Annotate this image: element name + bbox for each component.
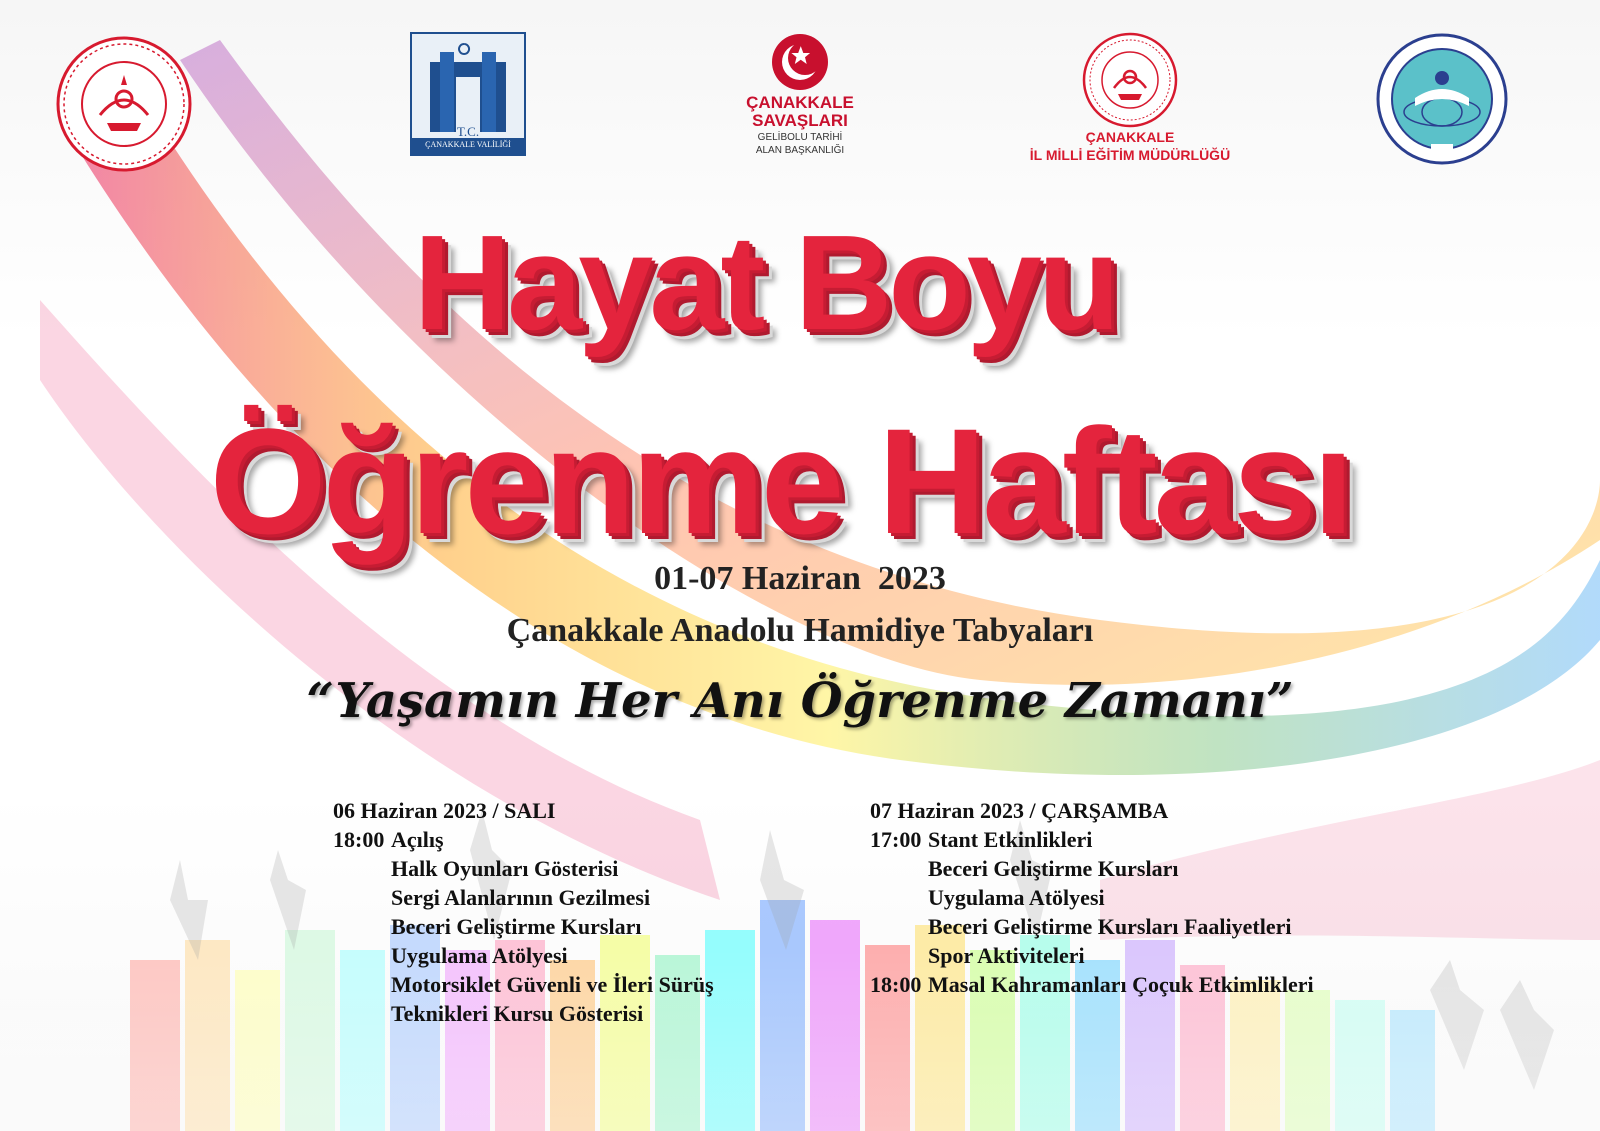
schedule-time: 18:00 — [333, 827, 385, 852]
schedule-time — [870, 912, 928, 941]
event-place: Çanakkale Anadolu Hamidiye Tabyaları — [506, 612, 1094, 649]
schedule-row — [870, 941, 1314, 970]
schedule-time — [333, 941, 391, 970]
schedule-time — [333, 912, 391, 941]
schedule-row — [333, 999, 714, 1028]
crescent-star-icon — [735, 32, 865, 94]
schedule-item: Masal Kahramanları Çoçuk Etkimlikleri — [928, 972, 1314, 997]
schedule-time — [870, 883, 928, 912]
schedule-time: 18:00 — [870, 972, 922, 997]
meb-seal-logo — [55, 35, 193, 173]
schedule-day2 — [870, 796, 1314, 999]
schedule-item: Beceri Geliştirme Kursları — [391, 914, 642, 939]
schedule-row — [333, 883, 714, 912]
schedule-row — [333, 854, 714, 883]
il-meb-logo — [1010, 32, 1250, 172]
schedule-row — [333, 912, 714, 941]
valilik-name-text: ÇANAKKALE VALİLİĞİ — [425, 140, 511, 149]
gallipoli-logo — [735, 32, 865, 172]
schedule-item: Açılış — [391, 827, 444, 852]
schedule-day1 — [333, 796, 714, 1028]
valilik-tc-text: T.C. — [456, 124, 480, 139]
il-meb-line1: ÇANAKKALE — [1085, 129, 1175, 145]
schedule-item: Halk Oyunları Gösterisi — [391, 856, 619, 881]
il-meb-line2: İL MİLLİ EĞİTİM MÜDÜRLÜĞÜ — [1029, 147, 1231, 163]
gallipoli-line4: ALAN BAŞKANLIĞI — [755, 145, 845, 156]
gallipoli-line1: ÇANAKKALE — [746, 93, 854, 112]
schedule-day1-heading: 06 Haziran 2023 / SALI — [333, 798, 556, 823]
schedule-item: Uygulama Atölyesi — [928, 885, 1105, 910]
schedule-item: Uygulama Atölyesi — [391, 943, 568, 968]
schedule-time — [333, 999, 391, 1028]
schedule-time — [333, 883, 391, 912]
schedule-time: 17:00 — [870, 827, 922, 852]
gallipoli-line2: SAVAŞLARI — [752, 111, 848, 130]
schedule-row — [870, 825, 1314, 854]
schedule-time — [333, 854, 391, 883]
event-slogan: “Yaşamın Her Anı Öğrenme Zamanı” — [306, 673, 1294, 729]
event-date: 01-07 Haziran 2023 — [654, 560, 946, 597]
schedule-row — [333, 970, 714, 999]
title-line-1: Hayat Boyu — [413, 207, 1117, 358]
canakkale-valiligi-logo — [410, 32, 526, 156]
schedule-row — [333, 941, 714, 970]
schedule-row — [870, 912, 1314, 941]
meb-seal-icon — [1082, 32, 1178, 128]
title-line-2: Öğrenme Haftası — [209, 397, 1351, 565]
schedule-item: Sergi Alanlarının Gezilmesi — [391, 885, 651, 910]
schedule-item: Stant Etkinlikleri — [928, 827, 1093, 852]
schedule-row — [870, 854, 1314, 883]
schedule-item: Motorsiklet Güvenli ve İleri Sürüş — [391, 972, 714, 997]
gallipoli-line3: GELİBOLU TARİHİ — [757, 132, 843, 143]
schedule-time — [870, 854, 928, 883]
schedule-day2-heading: 07 Haziran 2023 / ÇARŞAMBA — [870, 798, 1169, 823]
schedule-item: Teknikleri Kursu Gösterisi — [391, 1001, 644, 1026]
schedule-item: Beceri Geliştirme Kursları Faaliyetleri — [928, 914, 1292, 939]
halk-egitimi-merkezi-logo — [1375, 32, 1509, 166]
schedule-time — [333, 970, 391, 999]
schedule-row — [870, 970, 1314, 999]
schedule-time — [870, 941, 928, 970]
schedule-row — [333, 825, 714, 854]
schedule-item: Spor Aktiviteleri — [928, 943, 1085, 968]
schedule-item: Beceri Geliştirme Kursları — [928, 856, 1179, 881]
schedule-row — [870, 883, 1314, 912]
